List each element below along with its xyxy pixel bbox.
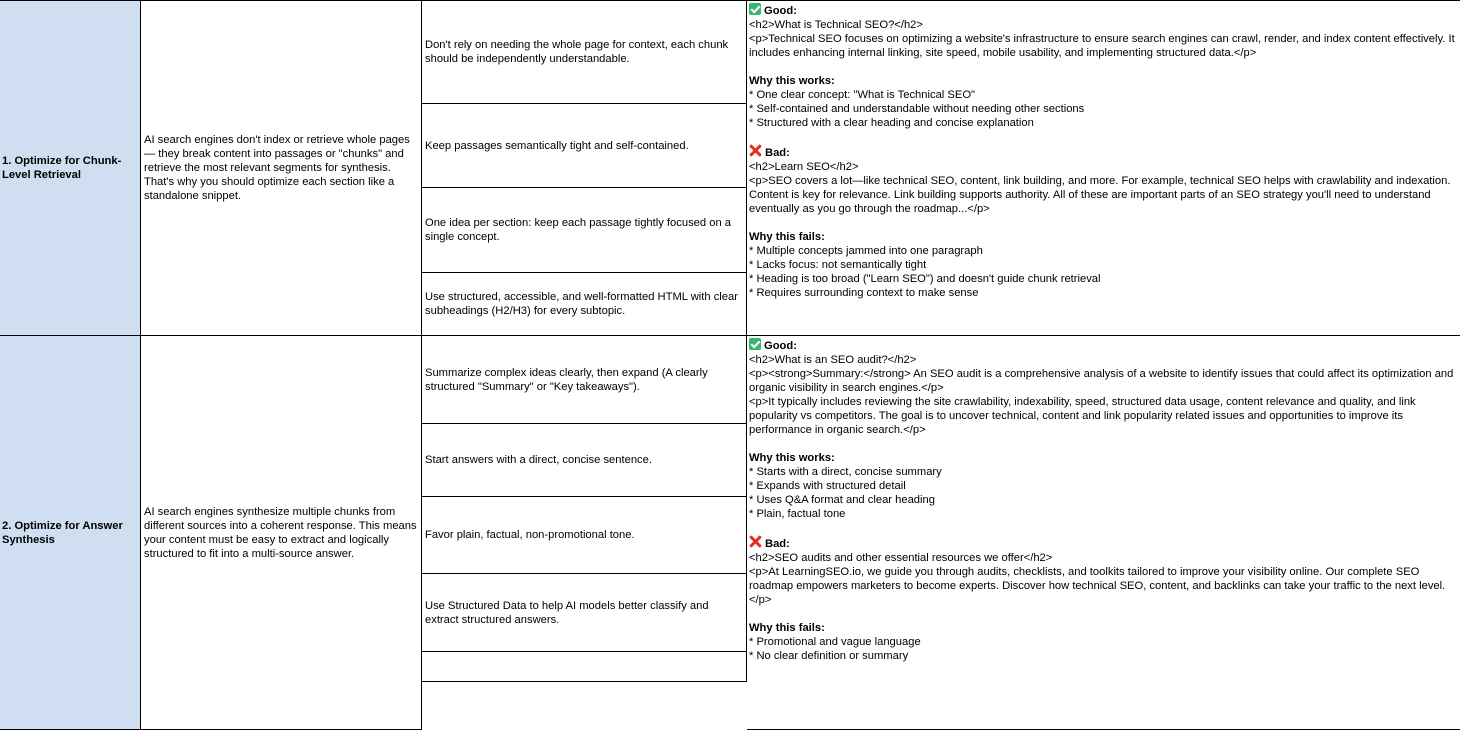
section-title: 2. Optimize for Answer Synthesis xyxy=(2,519,123,546)
code-line: <p>It typically includes reviewing the site crawlability, indexability, speed, structured data usage, content relevance and quality, and link popularity vs competitors. The goal is to uncover technical, content and link popularity related issues and opportunities to improve its performance in organic search.</p> xyxy=(749,396,1416,436)
bullet-line: * Promotional and vague language xyxy=(749,636,921,648)
bullet-line: * Requires surrounding context to make sense xyxy=(749,287,979,299)
good-heading xyxy=(749,338,1457,353)
example-cell-2[interactable] xyxy=(747,336,1460,730)
bullet-line: * Expands with structured detail xyxy=(749,480,906,492)
tip-cell[interactable] xyxy=(422,574,747,652)
tip-cell[interactable] xyxy=(422,188,747,273)
works-label: Why this works: xyxy=(749,452,835,464)
tip-cell[interactable] xyxy=(422,336,747,424)
tip-text: Favor plain, factual, non-promotional tone. xyxy=(425,529,635,541)
fails-label: Why this fails: xyxy=(749,622,825,634)
tip-text: Start answers with a direct, concise sentence. xyxy=(425,454,652,466)
tip-text: Use Structured Data to help AI models better classify and extract structured answers. xyxy=(425,599,709,626)
description-text: AI search engines synthesize multiple chunks from different sources into a coherent response. This means your content must be easy to extract and logically structured to fit into a multi-source answer. xyxy=(144,505,417,560)
tip-cell[interactable] xyxy=(422,273,747,336)
good-label: Good: xyxy=(764,340,797,352)
bullet-line: * Starts with a direct, concise summary xyxy=(749,466,942,478)
code-line: <h2>What is Technical SEO?</h2> xyxy=(749,19,923,31)
bullet-line: * Structured with a clear heading and concise explanation xyxy=(749,117,1034,129)
bad-heading xyxy=(749,535,1457,551)
cross-icon xyxy=(749,144,762,157)
section-cell-2[interactable] xyxy=(0,336,141,730)
code-line: <h2>What is an SEO audit?</h2> xyxy=(749,354,917,366)
good-heading xyxy=(749,3,1457,18)
bad-label: Bad: xyxy=(765,538,790,550)
bad-heading xyxy=(749,144,1457,160)
tip-cell[interactable] xyxy=(422,1,747,104)
section-title: 1. Optimize for Chunk-Level Retrieval xyxy=(2,155,122,181)
code-line: <p><strong>Summary:</strong> An SEO audit is a comprehensive analysis of a website to identify issues that could affect its optimization and organic visibility in search engines.</p> xyxy=(749,368,1454,394)
check-icon xyxy=(749,338,761,350)
bullet-line: * Lacks focus: not semantically tight xyxy=(749,259,927,271)
code-line: <p>Technical SEO focuses on optimizing a website's infrastructure to ensure search engines can crawl, render, and index content effectively. It includes enhancing internal linking, site speed, mobile usability, and implementing structured data.</p> xyxy=(749,33,1455,59)
tip-cell[interactable] xyxy=(422,497,747,574)
bullet-line: * No clear definition or summary xyxy=(749,650,909,662)
description-cell-1[interactable] xyxy=(141,1,422,336)
bullet-line: * Multiple concepts jammed into one paragraph xyxy=(749,245,983,257)
code-line: <h2>Learn SEO</h2> xyxy=(749,161,859,173)
fails-label: Why this fails: xyxy=(749,231,825,243)
bullet-line: * One clear concept: "What is Technical SEO" xyxy=(749,89,975,101)
description-cell-2[interactable] xyxy=(141,336,422,730)
tip-text: Use structured, accessible, and well-formatted HTML with clear subheadings (H2/H3) for every subtopic. xyxy=(425,291,738,317)
tip-text: Summarize complex ideas clearly, then expand (A clearly structured "Summary" or "Key takeaways"). xyxy=(425,366,708,393)
description-text: AI search engines don't index or retrieve whole pages — they break content into passages or "chunks" and retrieve the most relevant segments for synthesis. That's why you should optimize each section like a standalone snippet. xyxy=(144,134,410,202)
cross-icon xyxy=(749,535,762,548)
example-cell-1[interactable] xyxy=(747,1,1460,336)
bad-label: Bad: xyxy=(765,147,790,159)
bullet-line: * Uses Q&A format and clear heading xyxy=(749,494,935,506)
works-label: Why this works: xyxy=(749,75,835,87)
code-line: <p>At LearningSEO.io, we guide you through audits, checklists, and toolkits tailored to improve your visibility online. Our complete SEO roadmap empowers marketers to become experts. Discover how technical SEO, content, and backlinks can take your traffic to the next level.</p> xyxy=(749,566,1446,606)
tip-text: Don't rely on needing the whole page for context, each chunk should be independently understandable. xyxy=(425,39,729,65)
tip-text: One idea per section: keep each passage tightly focused on a single concept. xyxy=(425,217,731,243)
section-cell-1[interactable] xyxy=(0,1,141,336)
tip-cell[interactable] xyxy=(422,104,747,188)
tip-text: Keep passages semantically tight and self-contained. xyxy=(425,139,689,152)
good-label: Good: xyxy=(764,5,797,17)
tip-cell[interactable] xyxy=(422,424,747,497)
code-line: <p>SEO covers a lot—like technical SEO, content, link building, and more. For example, technical SEO helps with crawlability and indexation. Content is key for relevance. Link building supports authority. All of these are important parts of an SEO strategy you'll need to understand eventually as you go through the roadmap...</p> xyxy=(749,175,1451,215)
bullet-line: * Plain, factual tone xyxy=(749,508,846,520)
code-line: <h2>SEO audits and other essential resources we offer</h2> xyxy=(749,552,1053,564)
bullet-line: * Heading is too broad ("Learn SEO") and doesn't guide chunk retrieval xyxy=(749,273,1101,285)
bullet-line: * Self-contained and understandable without needing other sections xyxy=(749,103,1085,115)
check-icon xyxy=(749,3,761,15)
